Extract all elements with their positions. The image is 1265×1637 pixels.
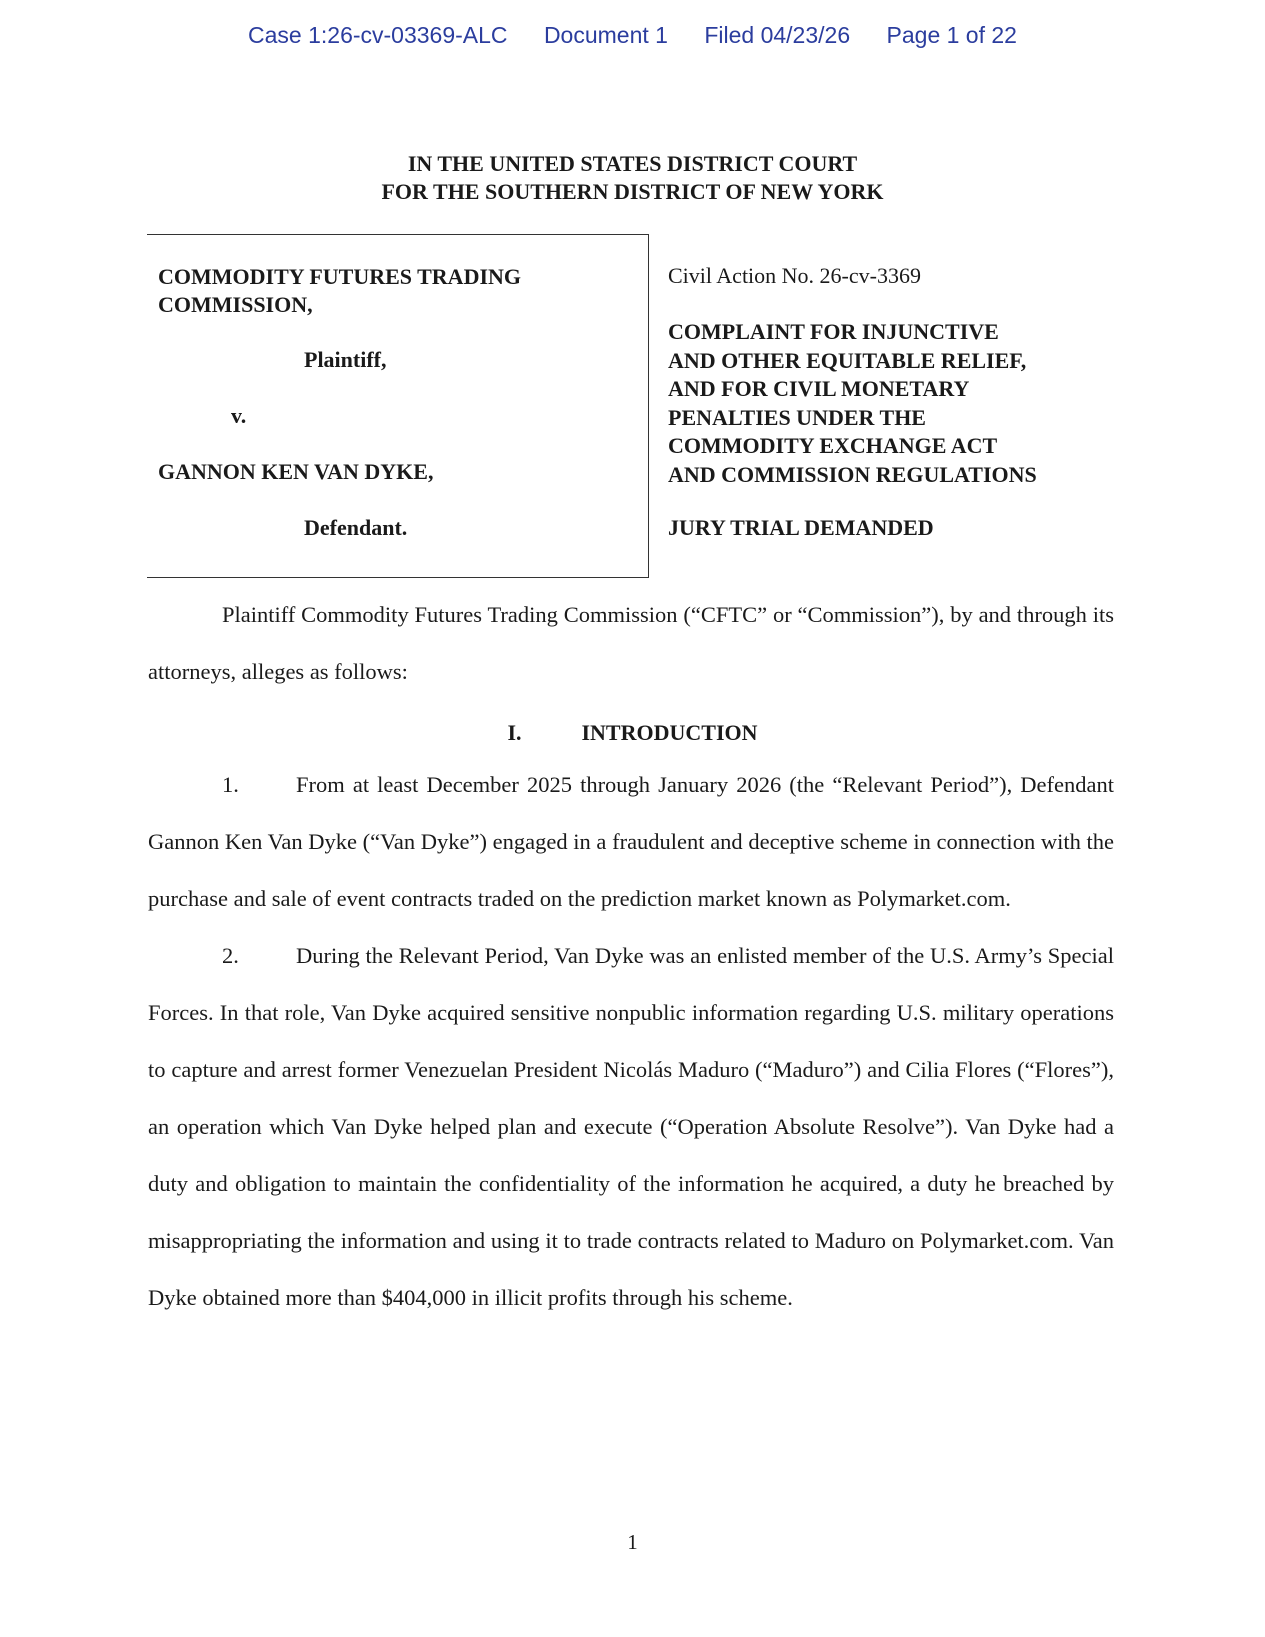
complaint-title-line: PENALTIES UNDER THE: [668, 404, 926, 430]
court-title-line-1: IN THE UNITED STATES DISTRICT COURT: [407, 151, 858, 176]
paragraph-number: 2.: [222, 943, 239, 968]
plaintiff-name-line-1: COMMODITY FUTURES TRADING: [158, 264, 522, 289]
complaint-title-line: COMPLAINT FOR INJUNCTIVE: [668, 319, 999, 344]
section-heading: [0, 720, 1265, 746]
intro-paragraph-text: Plaintiff Commodity Futures Trading Commission (“CFTC” or “Commission”), by and through its attorneys, alleges as follows:: [148, 602, 1114, 684]
filed-date: Filed 04/23/26: [704, 22, 851, 48]
jury-demand: JURY TRIAL DEMANDED: [668, 515, 934, 540]
plaintiff-name-line-2: COMMISSION,: [158, 292, 313, 317]
section-numeral: I.: [507, 720, 522, 745]
plaintiff-role: Plaintiff,: [304, 347, 387, 372]
complaint-title: [668, 318, 1037, 489]
complaint-title-line: AND FOR CIVIL MONETARY: [668, 376, 970, 401]
paragraph-text: From at least December 2025 through January 2026 (the “Relevant Period”), Defendant Gannon Ken Van Dyke (“Van Dyke”) engaged in a fraudulent and deceptive scheme in connection with the purchase and sale of event contracts traded on the prediction market known as Polymarket.com.: [148, 772, 1114, 911]
paragraph-number: 1.: [222, 772, 239, 797]
defendant-role: Defendant.: [304, 515, 408, 540]
ecf-header: [0, 22, 1265, 49]
section-title: INTRODUCTION: [581, 720, 758, 745]
defendant-name: GANNON KEN VAN DYKE,: [158, 459, 434, 484]
court-title: [0, 150, 1265, 206]
versus: v.: [231, 403, 247, 428]
complaint-title-line: AND OTHER EQUITABLE RELIEF,: [668, 347, 1027, 373]
court-title-line-2: FOR THE SOUTHERN DISTRICT OF NEW YORK: [381, 179, 884, 204]
paragraph-text: During the Relevant Period, Van Dyke was an enlisted member of the U.S. Army’s Special Forces. In that role, Van Dyke acquired sensitive nonpublic information regarding U.S. military operations to capture and arrest former Venezuelan President Nicolás Maduro (“Maduro”) and Cilia Flores (“Flores”), an operation which Van Dyke helped plan and execute (“Operation Absolute Resolve”). Van Dyke had a duty and obligation to maintain the confidentiality of the information he acquired, a duty he breached by misappropriating the information and using it to trade contracts related to Maduro on Polymarket.com. Van Dyke obtained more than $404,000 in illicit profits through his scheme.: [148, 943, 1114, 1310]
complaint-title-line: COMMODITY EXCHANGE ACT: [668, 433, 998, 458]
intro-paragraph: [148, 586, 1114, 700]
numbered-paragraphs: [148, 756, 1114, 1326]
page-count: Page 1 of 22: [886, 22, 1017, 48]
page-number: 1: [627, 1530, 638, 1554]
complaint-title-line: AND COMMISSION REGULATIONS: [668, 461, 1037, 487]
document-number: Document 1: [543, 22, 668, 48]
plaintiff-name: [158, 263, 521, 319]
case-number: Case 1:26-cv-03369-ALC: [248, 22, 508, 48]
civil-action-number: Civil Action No. 26-cv-3369: [668, 263, 921, 288]
paragraph-2: [148, 927, 1114, 1326]
paragraph-1: [148, 756, 1114, 927]
